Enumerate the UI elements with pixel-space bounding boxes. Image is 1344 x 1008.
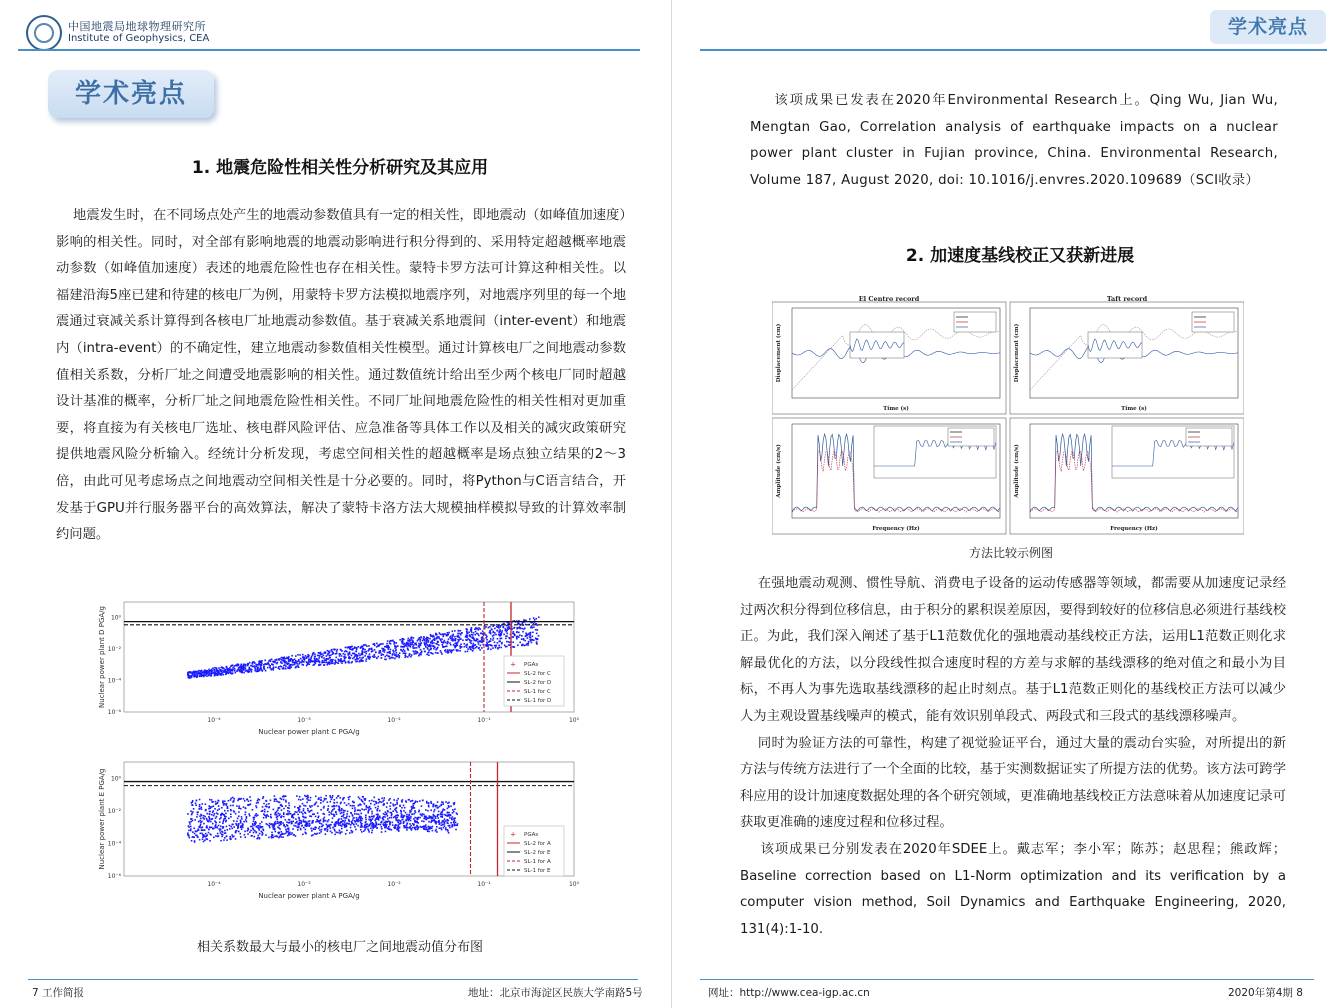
right-figure-caption: 方法比较示例图 — [968, 546, 1053, 560]
x-axis-label: Nuclear power plant A PGA/g — [258, 892, 360, 900]
section-tag-right: 学术亮点 — [1210, 10, 1326, 44]
legend-label: SL-1 for D — [524, 698, 552, 704]
zoom-inset — [1088, 332, 1142, 358]
legend-label: SL-1 for E — [524, 868, 551, 874]
legend-label: PGAs — [524, 832, 539, 838]
panel-y-label: Displacement (cm) — [1014, 323, 1020, 383]
header-rule-left — [18, 49, 640, 51]
scatter-plot-cd — [96, 594, 580, 742]
section-2-paragraph-2: 同时为验证方法的可靠性，构建了视觉验证平台，通过大量的震动台实验，对所提出的新方法与传统方法进行了一个全面的比较，基于实测数据证实了所提方法的优势。该方法可跨学科应用的设计加速度数据处理的各个研究领域，更准确地基线校正方法意味着从加速度记录可获取更准确的速度过程和位移过程。 — [740, 735, 1286, 831]
institute-name-en: Institute of Geophysics, CEA — [68, 33, 210, 44]
y-tick-label: 10⁻⁴ — [107, 840, 121, 848]
x-tick-label: 10⁻² — [387, 881, 401, 888]
y-tick-label: 10⁻⁶ — [107, 873, 121, 880]
y-tick-label: 10⁻² — [107, 807, 121, 815]
baseline-comparison-svg — [772, 294, 1244, 536]
institute-logo-icon — [26, 15, 62, 51]
x-tick-label: 10⁰ — [568, 717, 580, 724]
x-tick-label: 10⁻² — [387, 717, 401, 724]
legend-label: SL-2 for E — [524, 850, 551, 856]
section-1-paragraph: 地震发生时，在不同场点处产生的地震动参数值具有一定的相关性，即地震动（如峰值加速度）影响的相关性。同时，对全部有影响地震的地震动影响进行积分得到的、采用特定超越概率地震动参数（如峰值加速度）表述的地震危险性也存在相关性。蒙特卡罗方法可计算这种相关性。以福建沿海5座已建和待建的核电厂为例，用蒙特卡罗方法模拟地震序列，对地震序列里的每一个地震通过衰减关系计算得到各核电厂址地震动参数值。基于衰减关系地震间（inter-event）和地震内（intra-event）的不确定性，建立地震动参数值相关性模型。通过计算核电厂之间地震动参数值相关系数，分析厂址之间遭受地震影响的相关性。通过数值统计给出至少两个核电厂同时超越设计基准的概率，分析厂址之间地震危险性相关性。不同厂址间地震危险性的相关性相对更加重要，将直接为有关核电厂选址、核电群风险评估、应急准备等具体工作以及相关的减灾政策研究提供地震风险分析输入。经统计分析发现，考虑空间相关性的超越概率是场点独立结果的2～3倍，由此可见考虑场点之间地震动空间相关性是十分必要的。同时，将Python与C语言结合，开发基于GPU并行服务器平台的高效算法，解决了蒙特卡洛方法大规模抽样模拟导致的计算效率制约问题。 — [56, 208, 626, 543]
section-tag-left: 学术亮点 — [48, 70, 214, 118]
left-page-number: 7 工作简报 — [32, 987, 85, 999]
y-tick-label: 10⁻² — [107, 646, 121, 654]
legend-label: SL-1 for C — [524, 689, 551, 695]
panel-title: El Centro record — [858, 295, 920, 303]
scatter-plot-ae-svg — [96, 754, 580, 906]
baseline-comparison-figure — [772, 294, 1244, 536]
x-tick-label: 10⁻¹ — [477, 881, 491, 888]
y-axis-label: Nuclear power plant D PGA/g — [98, 606, 106, 708]
legend-label: SL-2 for D — [524, 680, 552, 686]
panel-y-label: Displacement (cm) — [776, 323, 782, 383]
panel-x-label: Time (s) — [883, 406, 909, 412]
panel-y-label: Amplitude (cm/s) — [776, 444, 782, 498]
section-2-body — [740, 571, 1291, 943]
y-axis-label: Nuclear power plant E PGA/g — [98, 768, 106, 870]
y-tick-label: 10⁻⁶ — [107, 709, 121, 716]
panel-title: Taft record — [1106, 295, 1148, 303]
right-footer-issue: 2020年第4期 8 — [1228, 987, 1303, 999]
x-tick-label: 10⁻³ — [297, 881, 311, 888]
section-2-paragraph-3: 该项成果已分别发表在2020年SDEE上。戴志军；李小军；陈苏；赵思程；熊政辉；Baseline correction based on L1-Norm optimization and its verification by a computer vision method, Soil Dynamics and Earthquake Engineering, 2020, 131(4):1-10. — [740, 841, 1291, 937]
y-tick-label: 10⁻⁴ — [107, 677, 121, 685]
legend-label: SL-2 for A — [524, 841, 551, 847]
scatter-plot-cd-svg — [96, 594, 580, 742]
left-footer-address: 地址：北京市海淀区民族大学南路5号 — [468, 987, 643, 999]
publication-1-text: 该项成果已发表在2020年Environmental Research上。Qing Wu, Jian Wu, Mengtan Gao, Correlation analysis of earthquake impacts on a nuclear power plant cluster in Fujian province, China. Environmental Research, Volume 187, August 2020, doi: 10.1016/j.envres.2020.109689（SCI收录） — [750, 93, 1283, 188]
x-tick-label: 10⁻³ — [297, 717, 311, 724]
legend-marker: + — [510, 830, 516, 839]
section-2-heading: 2. 加速度基线校正又获新进展 — [905, 246, 1135, 266]
panel-y-label: Amplitude (cm/s) — [1014, 444, 1020, 498]
legend-label: PGAs — [524, 662, 539, 668]
institute-name-cn: 中国地震局地球物理研究所 — [68, 20, 206, 33]
scatter-plot-ae — [96, 754, 580, 906]
page-divider — [671, 0, 672, 1008]
section-1-heading: 1. 地震危险性相关性分析研究及其应用 — [191, 158, 489, 178]
header-rule-right — [700, 49, 1327, 51]
panel-x-label: Frequency (Hz) — [872, 526, 920, 532]
legend-label: SL-1 for A — [524, 859, 551, 865]
left-figure-caption: 相关系数最大与最小的核电厂之间地震动值分布图 — [196, 940, 483, 955]
footer-rule-left — [28, 979, 638, 980]
x-tick-label: 10⁻¹ — [477, 717, 491, 724]
x-tick-label: 10⁰ — [568, 881, 580, 888]
panel-x-label: Frequency (Hz) — [1110, 526, 1158, 532]
y-tick-label: 10⁰ — [110, 614, 121, 622]
zoom-inset — [850, 332, 904, 358]
x-tick-label: 10⁻⁴ — [207, 717, 221, 724]
panel-x-label: Time (s) — [1121, 406, 1147, 412]
right-footer-url: 网址：http://www.cea-igp.ac.cn — [708, 987, 870, 999]
footer-rule-right — [700, 979, 1314, 980]
x-axis-label: Nuclear power plant C PGA/g — [258, 728, 360, 736]
x-tick-label: 10⁻⁴ — [207, 881, 221, 888]
legend-marker: + — [510, 660, 516, 669]
section-2-paragraph-1: 在强地震动观测、惯性导航、消费电子设备的运动传感器等领域，都需要从加速度记录经过两次积分得到位移信息，由于积分的累积误差原因，要得到较好的位移信息必须进行基线校正。为此，我们深入阐述了基于L1范数优化的强地震动基线校正方法，运用L1范数正则化求解最优化的方法，以分段线性拟合速度时程的方差与求解的基线漂移的绝对值之和最小为目标，不再人为事先选取基线漂移的起止时刻点。基于L1范数正则化的基线校正方法可以减少人为主观设置基线噪声的模式，能有效识别单段式、两段式和三段式的基线漂移噪声。 — [740, 576, 1286, 724]
legend-label: SL-2 for C — [524, 671, 551, 677]
y-tick-label: 10⁰ — [110, 775, 121, 783]
